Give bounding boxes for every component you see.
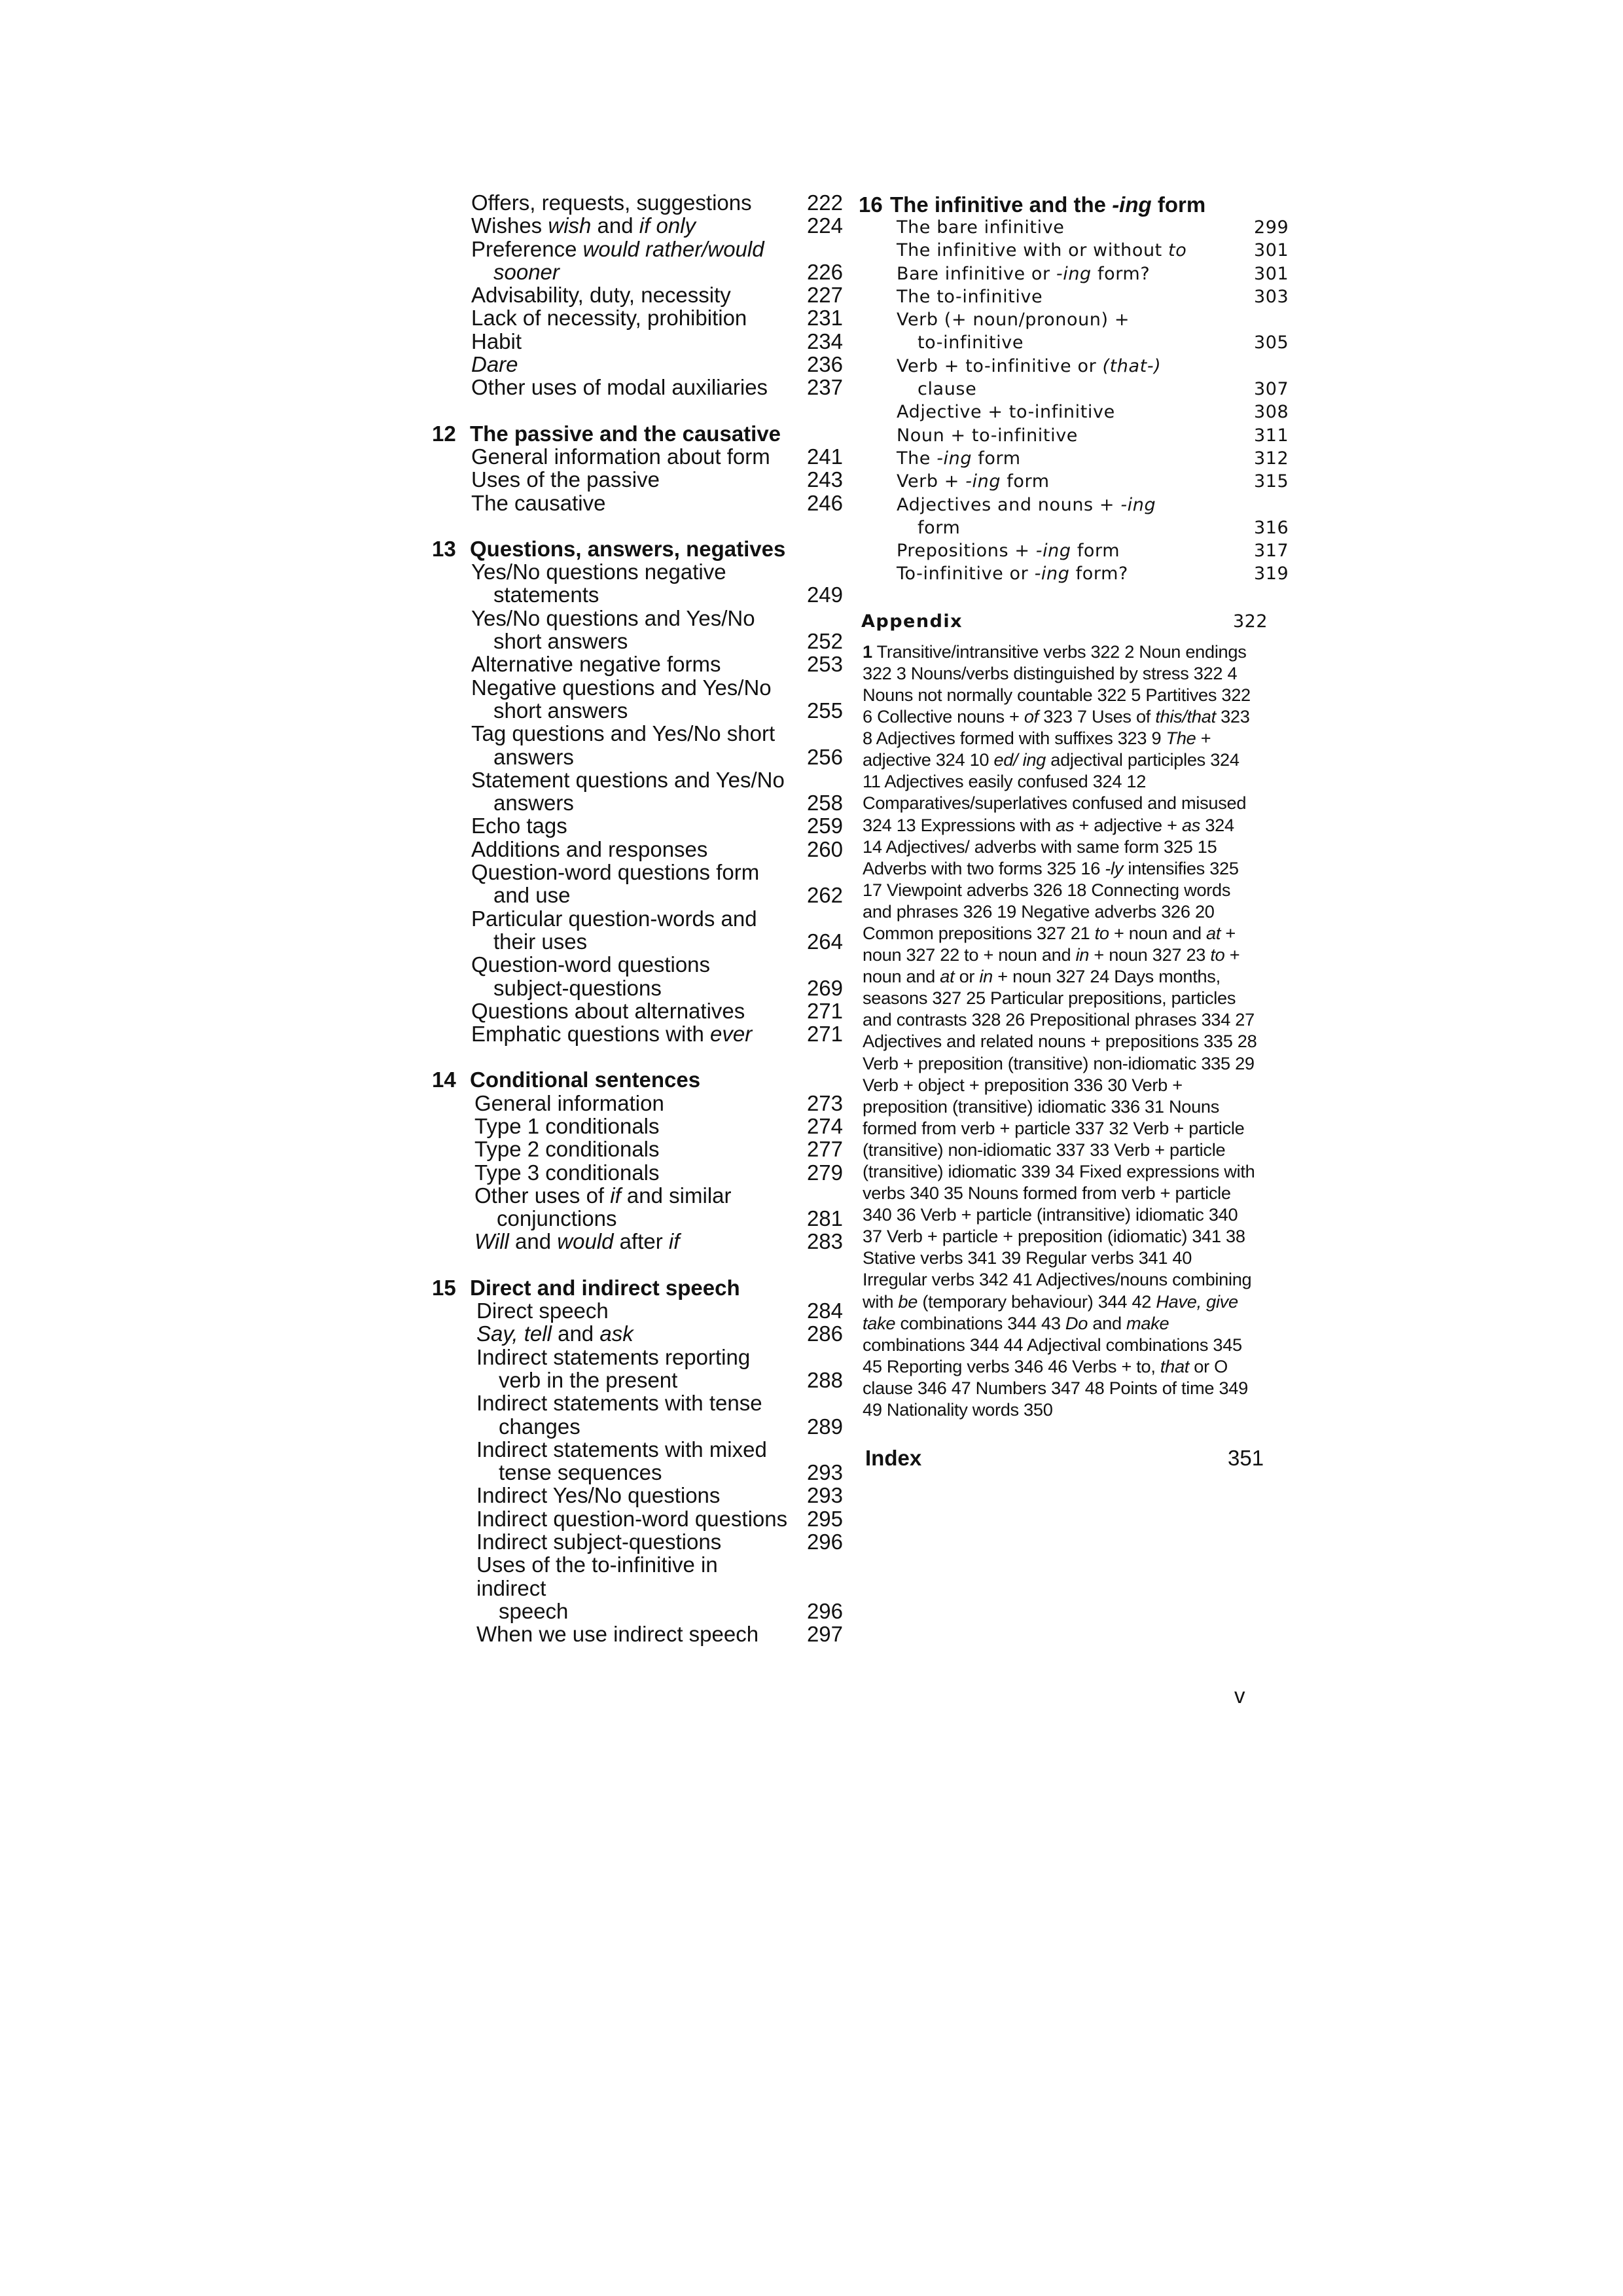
entry-title: Indirect subject-questions xyxy=(476,1530,722,1554)
entry-page-number: 269 xyxy=(806,975,843,1000)
entry-title: Prepositions + -ing form xyxy=(897,541,1120,562)
toc-entry[interactable] xyxy=(476,1438,851,1484)
entry-title: Echo tags xyxy=(471,814,567,838)
entry-title: Indirect Yes/No questions xyxy=(476,1483,721,1508)
entry-page-number: 315 xyxy=(1254,471,1289,492)
toc-entry[interactable] xyxy=(471,838,851,861)
entry-title: Will and would after if xyxy=(474,1229,680,1254)
entry-title: Verb + -ing form xyxy=(897,471,1050,492)
entry-title: The to-infinitive xyxy=(897,286,1043,307)
entry-title: Uses of the to-infinitive in indirect xyxy=(476,1552,718,1600)
entry-title: The causative xyxy=(471,490,606,515)
entry-title: Question-word questions form xyxy=(471,860,760,885)
entry-page-number: 286 xyxy=(806,1321,843,1346)
entry-title: Verb (+ noun/pronoun) + xyxy=(897,310,1130,331)
toc-entry[interactable] xyxy=(897,239,1289,262)
entry-title: Type 3 conditionals xyxy=(474,1160,660,1185)
chapter-number: 15 xyxy=(432,1275,456,1300)
toc-entry[interactable] xyxy=(471,861,851,907)
entry-title: Yes/No questions and Yes/No xyxy=(471,605,755,630)
entry-title: The bare infinitive xyxy=(897,217,1065,238)
entry-page-number: 317 xyxy=(1254,541,1289,562)
toc-entry[interactable] xyxy=(471,607,851,653)
appendix-label: Appendix xyxy=(861,611,963,632)
entry-page-number: 284 xyxy=(806,1299,843,1323)
entry-title-continued: short answers xyxy=(493,629,628,654)
entry-title: Advisability, duty, necessity xyxy=(471,283,731,308)
entry-title: Statement questions and Yes/No xyxy=(471,767,785,792)
entry-page-number: 231 xyxy=(806,306,843,331)
toc-entry[interactable] xyxy=(471,330,851,353)
entry-page-number: 237 xyxy=(806,375,843,400)
entry-page-number: 305 xyxy=(1254,332,1289,353)
toc-entry[interactable] xyxy=(897,447,1289,470)
entry-title: Direct speech xyxy=(476,1299,609,1323)
entry-title-continued: subject-questions xyxy=(493,975,662,1000)
toc-entry[interactable] xyxy=(471,999,851,1022)
entry-title: Type 2 conditionals xyxy=(474,1137,660,1162)
entry-title: Preference would rather/would xyxy=(471,236,764,261)
toc-entry[interactable] xyxy=(471,376,851,399)
toc-entry[interactable] xyxy=(897,285,1289,308)
chapter-title: Questions, answers, negatives xyxy=(470,536,786,561)
appendix-page-number: 322 xyxy=(1233,611,1268,632)
entry-title: Indirect statements with mixed xyxy=(476,1437,767,1462)
entry-title: Uses of the passive xyxy=(471,467,660,492)
toc-entry[interactable] xyxy=(897,493,1289,540)
toc-entry[interactable] xyxy=(897,470,1289,493)
entry-page-number: 293 xyxy=(806,1483,843,1508)
toc-entry[interactable] xyxy=(897,539,1289,562)
toc-entry[interactable] xyxy=(476,1346,851,1392)
entry-title: Dare xyxy=(471,352,518,377)
entry-page-number: 271 xyxy=(806,998,843,1023)
entry-page-number: 296 xyxy=(806,1530,843,1554)
entry-title: General information about form xyxy=(471,444,770,469)
entry-title-continued: changes xyxy=(499,1414,580,1439)
entry-title-continued: conjunctions xyxy=(497,1206,617,1231)
entry-page-number: 222 xyxy=(806,190,843,215)
entry-title: Alternative negative forms xyxy=(471,652,721,677)
entry-page-number: 311 xyxy=(1254,425,1289,446)
toc-entry[interactable] xyxy=(474,1230,851,1253)
appendix-contents-text: 1 Transitive/intransitive verbs 322 2 Noun endings 322 3 Nouns/verbs distinguished by stress 322 4 Nouns not normally countable 322 5 Partitives 322 6 Collective nouns + of 323 7 Uses of this/that 323 8 Adjectives formed with suffixes 323 9 The + adjective 324 10 ed/ ing adjectival participles 324 11 Adjectives easily confused 324 12 Comparatives/superlatives confused and misused 324 13 Expressions with as + adjective + as 324 14 Adjectives/ adverbs with same form 325 15 Adverbs with two forms 325 16 -ly intensifies 325 17 Viewpoint adverbs 326 18 Connecting words and phrases 326 19 Negative adverbs 326 20 Common prepositions 327 21 to + noun and at + noun 327 22 to + noun and in + noun 327 23 to + noun and at or in + noun 327 24 Days months, seasons 327 25 Particular prepositions, particles and contrasts 328 26 Prepositional phrases 334 27 Adjectives and related nouns + prepositions 335 28 Verb + preposition (transitive) non-idiomatic 335 29 Verb + object + preposition 336 30 Verb + preposition (transitive) idiomatic 336 31 Nouns formed from verb + particle 337 32 Verb + particle (transitive) non-idiomatic 337 33 Verb + particle (transitive) idiomatic 339 34 Fixed expressions with verbs 340 35 Nouns formed from verb + particle 340 36 Verb + particle (intransitive) idiomatic 340 37 Verb + particle + preposition (idiomatic) 341 38 Stative verbs 341 39 Regular verbs 341 40 Irregular verbs 342 41 Adjectives/nouns combining with be (temporary behaviour) 344 42 Have, give take combinations 344 43 Do and make combinations 344 44 Adjectival combinations 345 45 Reporting verbs 346 46 Verbs + to, that or O clause 346 47 Numbers 347 48 Points of time 349 49 Nationality words 350 xyxy=(863,641,1257,1420)
toc-entry[interactable] xyxy=(471,468,851,491)
chapter-title: Conditional sentences xyxy=(470,1067,701,1092)
chapter-number: 14 xyxy=(432,1067,456,1092)
entry-title-continued: their uses xyxy=(493,929,588,954)
toc-entry[interactable] xyxy=(471,907,851,954)
entry-page-number: 262 xyxy=(806,883,843,908)
chapter-title: The passive and the causative xyxy=(470,421,781,446)
chapter-number: 12 xyxy=(432,421,456,446)
entry-page-number: 241 xyxy=(806,444,843,469)
entry-page-number: 316 xyxy=(1254,517,1289,538)
entry-page-number: 297 xyxy=(806,1622,843,1647)
entry-page-number: 259 xyxy=(806,814,843,838)
toc-entry[interactable] xyxy=(474,1184,851,1230)
entry-title-continued: and use xyxy=(493,883,571,908)
entry-title-continued: sooner xyxy=(493,259,560,284)
entry-page-number: 246 xyxy=(806,490,843,515)
entry-page-number: 279 xyxy=(806,1160,843,1185)
entry-page-number: 258 xyxy=(806,791,843,816)
entry-title-continued: short answers xyxy=(493,698,628,723)
toc-entry[interactable] xyxy=(471,238,851,284)
entry-page-number: 289 xyxy=(806,1414,843,1439)
toc-entry[interactable] xyxy=(897,424,1289,447)
entry-page-number: 301 xyxy=(1254,263,1289,284)
chapter-heading[interactable] xyxy=(432,1276,851,1299)
entry-title: The -ing form xyxy=(897,448,1021,469)
entry-title-continued: answers xyxy=(493,744,574,769)
entry-page-number: 303 xyxy=(1254,286,1289,307)
entry-title: The infinitive with or without to xyxy=(897,240,1187,261)
entry-title: Indirect statements reporting xyxy=(476,1344,751,1369)
entry-page-number: 307 xyxy=(1254,379,1289,400)
entry-title: Emphatic questions with ever xyxy=(471,1022,753,1047)
toc-entry[interactable] xyxy=(471,676,851,723)
entry-page-number: 243 xyxy=(806,467,843,492)
toc-entry[interactable] xyxy=(471,283,851,306)
toc-entry[interactable] xyxy=(471,560,851,607)
entry-page-number: 312 xyxy=(1254,448,1289,469)
entry-page-number: 252 xyxy=(806,629,843,654)
entry-title: Indirect statements with tense xyxy=(476,1391,762,1416)
chapter-number: 16 xyxy=(859,192,883,217)
toc-entry[interactable] xyxy=(474,1092,851,1115)
entry-title-continued: to-infinitive xyxy=(918,332,1024,353)
chapter-title: The infinitive and the -ing form xyxy=(890,192,1206,217)
page-number: v xyxy=(1234,1683,1245,1708)
entry-page-number: 271 xyxy=(806,1022,843,1047)
toc-entry[interactable] xyxy=(474,1138,851,1160)
entry-page-number: 224 xyxy=(806,213,843,238)
toc-entry[interactable] xyxy=(476,1322,851,1345)
toc-entry[interactable] xyxy=(476,1530,851,1553)
toc-entry[interactable] xyxy=(471,953,851,999)
entry-title: Say, tell and ask xyxy=(476,1321,633,1346)
entry-page-number: 227 xyxy=(806,283,843,308)
entry-title: Other uses of modal auxiliaries xyxy=(471,375,768,400)
entry-title: General information xyxy=(474,1090,664,1115)
entry-page-number: 296 xyxy=(806,1598,843,1623)
chapter-heading[interactable] xyxy=(859,194,1277,216)
toc-entry[interactable] xyxy=(471,768,851,815)
entry-title-continued: speech xyxy=(499,1598,569,1623)
entry-title-continued: tense sequences xyxy=(499,1460,662,1485)
entry-page-number: 299 xyxy=(1254,217,1289,238)
appendix-heading[interactable] xyxy=(861,611,1277,633)
entry-title: Habit xyxy=(471,329,522,353)
entry-title: Offers, requests, suggestions xyxy=(471,190,752,215)
entry-title: Particular question-words and xyxy=(471,906,757,931)
entry-page-number: 277 xyxy=(806,1137,843,1162)
chapter-heading[interactable] xyxy=(432,537,851,560)
entry-title: Noun + to-infinitive xyxy=(897,425,1078,446)
entry-page-number: 236 xyxy=(806,352,843,377)
index-heading[interactable] xyxy=(865,1446,1277,1470)
toc-entry[interactable] xyxy=(471,214,851,237)
entry-page-number: 256 xyxy=(806,744,843,769)
entry-page-number: 308 xyxy=(1254,402,1289,423)
toc-entry[interactable] xyxy=(474,1161,851,1184)
entry-title-continued: clause xyxy=(918,379,977,400)
entry-title: Questions about alternatives xyxy=(471,998,745,1023)
toc-entry[interactable] xyxy=(471,445,851,468)
toc-entry[interactable] xyxy=(471,191,851,214)
right-column xyxy=(859,192,1289,1471)
chapter-number: 13 xyxy=(432,536,456,561)
entry-page-number: 234 xyxy=(806,329,843,353)
entry-title: Bare infinitive or -ing form? xyxy=(897,263,1150,284)
chapter-heading[interactable] xyxy=(432,1068,851,1091)
toc-entry[interactable] xyxy=(897,355,1289,401)
toc-entry[interactable] xyxy=(476,1553,851,1623)
toc-entry[interactable] xyxy=(897,401,1289,423)
entry-title: Other uses of if and similar xyxy=(474,1183,732,1208)
index-label: Index xyxy=(865,1446,922,1471)
entry-title-continued: verb in the present xyxy=(499,1367,678,1392)
entry-page-number: 253 xyxy=(806,652,843,677)
entry-title-continued: statements xyxy=(493,583,599,607)
toc-entry[interactable] xyxy=(476,1391,851,1438)
entry-page-number: 273 xyxy=(806,1090,843,1115)
entry-page-number: 293 xyxy=(806,1460,843,1485)
toc-entry[interactable] xyxy=(897,262,1289,285)
entry-page-number: 288 xyxy=(806,1367,843,1392)
toc-entry[interactable] xyxy=(476,1299,851,1322)
toc-entry[interactable] xyxy=(471,353,851,376)
index-page-number: 351 xyxy=(1228,1446,1264,1471)
toc-entry[interactable] xyxy=(471,492,851,514)
entry-page-number: 301 xyxy=(1254,240,1289,261)
toc-entry[interactable] xyxy=(476,1484,851,1507)
entry-title-continued: form xyxy=(918,517,961,538)
entry-title: When we use indirect speech xyxy=(476,1622,759,1647)
toc-entry[interactable] xyxy=(897,562,1289,585)
entry-page-number: 260 xyxy=(806,836,843,861)
entry-title: Type 1 conditionals xyxy=(474,1113,660,1138)
toc-entry[interactable] xyxy=(897,308,1289,355)
toc-entry[interactable] xyxy=(897,216,1289,239)
entry-page-number: 274 xyxy=(806,1113,843,1138)
toc-entry[interactable] xyxy=(471,306,851,329)
toc-entry[interactable] xyxy=(471,653,851,675)
entry-page-number: 249 xyxy=(806,583,843,607)
entry-title: Adjective + to-infinitive xyxy=(897,402,1115,423)
entry-title: Question-word questions xyxy=(471,952,711,977)
toc-entry[interactable] xyxy=(476,1623,851,1645)
entry-page-number: 295 xyxy=(806,1506,843,1531)
entry-page-number: 281 xyxy=(806,1206,843,1231)
entry-title: Wishes wish and if only xyxy=(471,213,696,238)
entry-title: Indirect question-word questions xyxy=(476,1506,788,1531)
entry-page-number: 319 xyxy=(1254,564,1289,584)
entry-title: Yes/No questions negative xyxy=(471,560,726,584)
toc-entry[interactable] xyxy=(471,722,851,768)
entry-title: To-infinitive or -ing form? xyxy=(897,564,1128,584)
left-column xyxy=(432,191,851,1646)
entry-title: Additions and responses xyxy=(471,836,708,861)
chapter-title: Direct and indirect speech xyxy=(470,1275,740,1300)
entry-page-number: 283 xyxy=(806,1229,843,1254)
entry-title-continued: answers xyxy=(493,791,574,816)
toc-entry[interactable] xyxy=(476,1507,851,1530)
toc-entry[interactable] xyxy=(471,814,851,837)
entry-title: Negative questions and Yes/No xyxy=(471,675,772,700)
entry-title: Adjectives and nouns + -ing xyxy=(897,494,1156,515)
chapter-heading[interactable] xyxy=(432,422,851,445)
entry-page-number: 226 xyxy=(806,259,843,284)
entry-title: Tag questions and Yes/No short xyxy=(471,721,776,746)
toc-entry[interactable] xyxy=(471,1022,851,1045)
entry-page-number: 255 xyxy=(806,698,843,723)
entry-title: Verb + to-infinitive or (that-) xyxy=(897,355,1162,376)
entry-page-number: 264 xyxy=(806,929,843,954)
toc-entry[interactable] xyxy=(474,1115,851,1138)
entry-title: Lack of necessity, prohibition xyxy=(471,306,747,331)
